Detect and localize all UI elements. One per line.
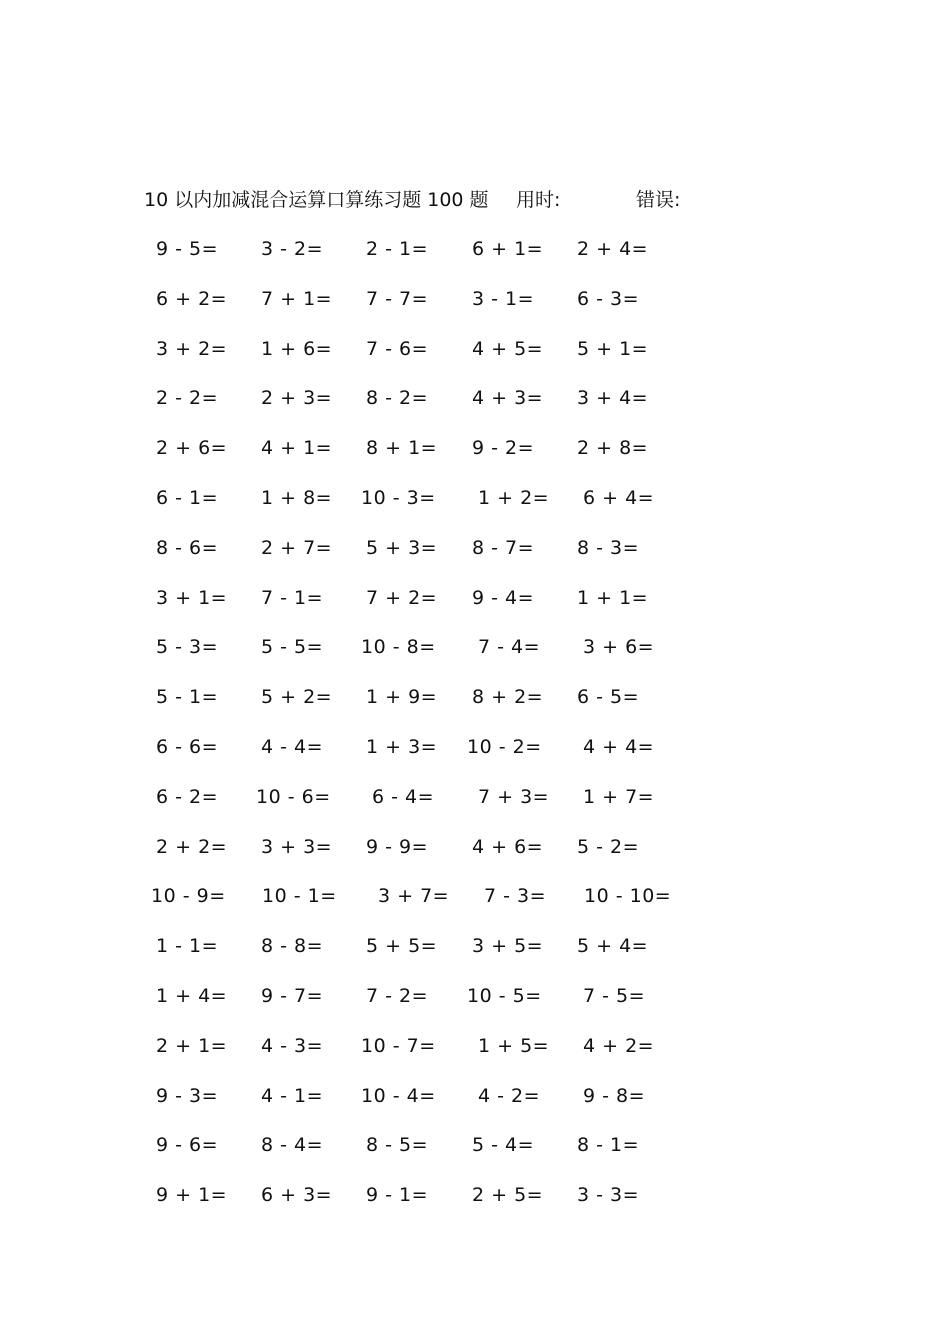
time-used-label: 用时: xyxy=(516,189,561,211)
problem-item: 6 - 3= xyxy=(577,287,640,310)
problem-row xyxy=(150,1128,710,1178)
problem-row xyxy=(150,581,710,631)
problem-item: 8 - 8= xyxy=(261,935,324,958)
problem-item: 1 + 7= xyxy=(583,785,655,808)
problem-item: 3 - 2= xyxy=(261,238,324,260)
problem-item: 5 + 2= xyxy=(261,686,333,709)
problem-row xyxy=(150,730,710,780)
problem-item: 1 + 9= xyxy=(366,686,438,709)
problem-item: 3 + 5= xyxy=(472,935,544,958)
problem-item: 4 + 2= xyxy=(583,1034,655,1057)
problem-item: 6 + 1= xyxy=(472,238,544,260)
problem-item: 7 - 6= xyxy=(366,337,429,360)
problem-row xyxy=(150,1029,710,1079)
problem-item: 10 - 6= xyxy=(256,785,331,808)
problem-item: 7 - 7= xyxy=(366,287,429,310)
problem-item: 10 - 2= xyxy=(467,735,542,758)
problem-item: 4 - 4= xyxy=(261,735,324,758)
problem-row xyxy=(150,1178,710,1228)
problem-item: 4 + 3= xyxy=(472,387,544,410)
problem-row xyxy=(150,830,710,880)
problem-item: 3 + 6= xyxy=(583,636,655,659)
problem-item: 2 + 7= xyxy=(261,536,333,559)
problem-item: 5 - 1= xyxy=(156,686,219,709)
problem-item: 10 - 10= xyxy=(584,885,672,908)
problem-item: 8 - 6= xyxy=(156,536,219,559)
problem-item: 7 - 3= xyxy=(484,885,547,908)
problem-item: 5 - 5= xyxy=(261,636,324,659)
problem-item: 3 + 7= xyxy=(378,885,450,908)
problem-item: 2 - 1= xyxy=(366,238,429,260)
problem-item: 7 - 2= xyxy=(366,984,429,1007)
problem-item: 4 + 1= xyxy=(261,437,333,460)
problem-item: 1 + 1= xyxy=(577,586,649,609)
problem-item: 8 - 1= xyxy=(577,1134,640,1157)
problem-item: 2 + 4= xyxy=(577,238,649,260)
problem-item: 5 + 1= xyxy=(577,337,649,360)
problem-item: 2 + 1= xyxy=(156,1034,228,1057)
problem-item: 5 + 5= xyxy=(366,935,438,958)
problem-item: 9 - 4= xyxy=(472,586,535,609)
problem-row xyxy=(150,282,710,332)
problem-item: 7 + 1= xyxy=(261,287,333,310)
problem-item: 8 + 2= xyxy=(472,686,544,709)
problem-item: 2 + 2= xyxy=(156,835,228,858)
problem-item: 9 - 7= xyxy=(261,984,324,1007)
problem-item: 7 - 5= xyxy=(583,984,646,1007)
problem-item: 6 + 4= xyxy=(583,486,655,509)
problem-item: 10 - 9= xyxy=(151,885,226,908)
problem-item: 7 + 3= xyxy=(478,785,550,808)
problem-item: 8 + 1= xyxy=(366,437,438,460)
problem-item: 1 + 8= xyxy=(261,486,333,509)
problem-item: 4 - 3= xyxy=(261,1034,324,1057)
problem-item: 10 - 4= xyxy=(361,1084,436,1107)
problem-item: 8 - 5= xyxy=(366,1134,429,1157)
problem-item: 5 - 4= xyxy=(472,1134,535,1157)
problem-item: 4 - 1= xyxy=(261,1084,324,1107)
problem-item: 5 + 4= xyxy=(577,935,649,958)
problem-row xyxy=(150,531,710,581)
problem-item: 3 + 3= xyxy=(261,835,333,858)
problem-item: 3 - 3= xyxy=(577,1184,640,1207)
problem-item: 7 + 2= xyxy=(366,586,438,609)
problem-row xyxy=(150,929,710,979)
problem-item: 10 - 3= xyxy=(361,486,436,509)
problem-item: 9 - 5= xyxy=(156,238,219,260)
problem-item: 6 - 4= xyxy=(372,785,435,808)
problem-item: 8 - 7= xyxy=(472,536,535,559)
problem-item: 2 + 3= xyxy=(261,387,333,410)
problem-item: 6 - 1= xyxy=(156,486,219,509)
problem-item: 8 - 2= xyxy=(366,387,429,410)
problem-item: 1 + 2= xyxy=(478,486,550,509)
problem-item: 2 + 8= xyxy=(577,437,649,460)
problem-item: 1 + 3= xyxy=(366,735,438,758)
problem-row xyxy=(150,630,710,680)
problem-item: 3 + 2= xyxy=(156,337,228,360)
problem-item: 10 - 1= xyxy=(262,885,337,908)
problem-item: 10 - 7= xyxy=(361,1034,436,1057)
problem-item: 2 - 2= xyxy=(156,387,219,410)
problem-item: 9 - 1= xyxy=(366,1184,429,1207)
problem-item: 9 - 6= xyxy=(156,1134,219,1157)
problem-item: 4 - 2= xyxy=(478,1084,541,1107)
problem-item: 1 + 4= xyxy=(156,984,228,1007)
problem-item: 6 - 6= xyxy=(156,735,219,758)
worksheet-header xyxy=(144,184,744,216)
problem-item: 9 - 9= xyxy=(366,835,429,858)
problem-item: 4 + 5= xyxy=(472,337,544,360)
problem-row xyxy=(150,481,710,531)
problem-item: 2 + 5= xyxy=(472,1184,544,1207)
problem-item: 1 - 1= xyxy=(156,935,219,958)
problem-item: 9 - 2= xyxy=(472,437,535,460)
problem-item: 5 - 3= xyxy=(156,636,219,659)
problem-item: 7 - 1= xyxy=(261,586,324,609)
problem-item: 4 + 4= xyxy=(583,735,655,758)
problem-item: 9 - 8= xyxy=(583,1084,646,1107)
problem-item: 7 - 4= xyxy=(478,636,541,659)
problem-item: 10 - 5= xyxy=(467,984,542,1007)
problem-item: 4 + 6= xyxy=(472,835,544,858)
problem-item: 8 - 3= xyxy=(577,536,640,559)
problem-item: 3 + 1= xyxy=(156,586,228,609)
problem-item: 5 - 2= xyxy=(577,835,640,858)
worksheet-title: 10 以内加减混合运算口算练习题 100 题 xyxy=(144,189,489,211)
problem-item: 8 - 4= xyxy=(261,1134,324,1157)
problem-item: 6 - 5= xyxy=(577,686,640,709)
problem-item: 9 - 3= xyxy=(156,1084,219,1107)
problem-item: 3 + 4= xyxy=(577,387,649,410)
problem-item: 9 + 1= xyxy=(156,1184,228,1207)
problem-item: 5 + 3= xyxy=(366,536,438,559)
problem-grid xyxy=(150,232,710,1228)
problem-row xyxy=(150,879,710,929)
problem-item: 3 - 1= xyxy=(472,287,535,310)
problem-row xyxy=(150,680,710,730)
problem-item: 6 + 3= xyxy=(261,1184,333,1207)
problem-row xyxy=(150,1079,710,1129)
error-count-label: 错误: xyxy=(636,189,681,211)
problem-item: 6 + 2= xyxy=(156,287,228,310)
problem-item: 1 + 5= xyxy=(478,1034,550,1057)
problem-item: 10 - 8= xyxy=(361,636,436,659)
problem-item: 1 + 6= xyxy=(261,337,333,360)
problem-row xyxy=(150,381,710,431)
problem-row xyxy=(150,332,710,382)
problem-item: 2 + 6= xyxy=(156,437,228,460)
problem-row xyxy=(150,979,710,1029)
problem-row xyxy=(150,780,710,830)
problem-row xyxy=(150,232,710,282)
problem-item: 6 - 2= xyxy=(156,785,219,808)
problem-row xyxy=(150,431,710,481)
